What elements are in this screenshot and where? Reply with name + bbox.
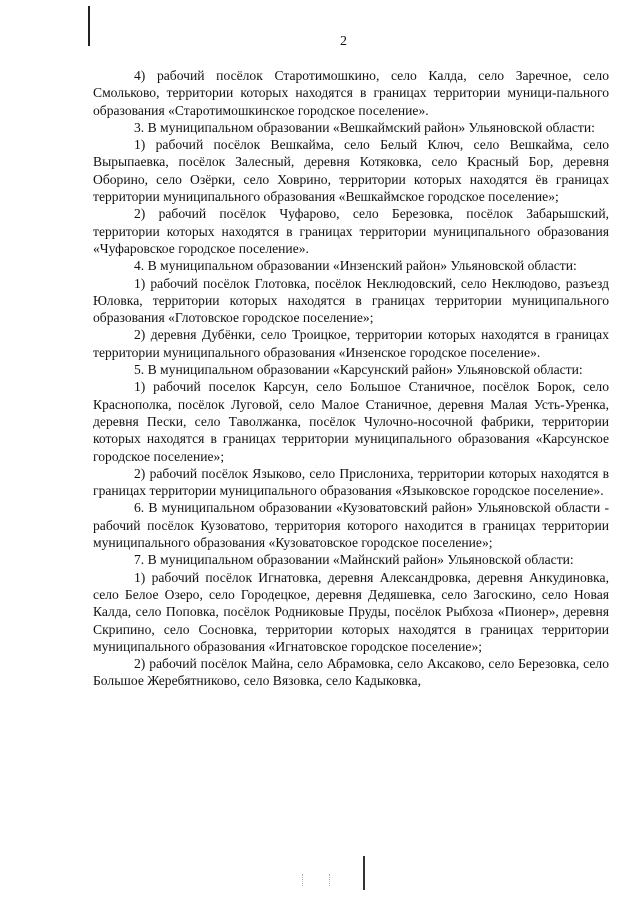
document-body: [93, 67, 609, 690]
paragraph: 1) рабочий посёлок Игнатовка, деревня Александровка, деревня Анкудиновка, село Белое Озеро, село Городецкое, деревня Дедяшевка, село Загоскино, село Новая Калда, село Поповка, посёлок Родниковые Пруды, посёлок Рыбхоза «Пионер», деревня Скрипино, село Сосновка, территории которых находятся в границах территории муниципального образования «Игнатовское городское поселение»;: [93, 569, 609, 654]
paragraph: 4) рабочий посёлок Старотимошкино, село Калда, село Заречное, село Смольково, территории которых находятся в границах территории муници-пального образования «Старотимошкинское городское поселение».: [93, 68, 609, 118]
paragraph: 4. В муниципальном образовании «Инзенский район» Ульяновской области:: [134, 258, 577, 274]
page-number: 2: [340, 34, 347, 49]
scan-artifact: [302, 874, 330, 886]
paragraph: 5. В муниципальном образовании «Карсунский район» Ульяновской области:: [134, 362, 583, 378]
paragraph: 2) деревня Дубёнки, село Троицкое, территории которых находятся в границах территории муниципального образования «Инзенское городское поселение».: [93, 327, 609, 360]
paragraph: 2) рабочий посёлок Языково, село Прислониха, территории которых находятся в границах территории муниципального образования «Языковское городское поселение».: [93, 465, 609, 499]
scan-edge-mark: [363, 856, 365, 890]
paragraph: 1) рабочий посёлок Вешкайма, село Белый Ключ, село Вешкайма, село Вырыпаевка, посёлок Залесный, деревня Котяковка, село Красный Бор, деревня Оборино, село Озёрки, село Ховрино, территории которых находятся ёв границах территории муниципального образования «Вешкаймское городское поселение»;: [93, 137, 609, 205]
paragraph: 3. В муниципальном образовании «Вешкаймский район» Ульяновской области:: [134, 119, 595, 135]
paragraph: 1) рабочий поселок Карсун, село Большое Станичное, посёлок Борок, село Краснополка, посёлок Луговой, село Малое Станичное, деревня Малая Усть-Уренка, деревня Пески, село Таволжанка, посёлок Чулочно-носочной фабрики, территории которых находятся в границах территории муниципального образования «Карсунское городское поселение»;: [93, 379, 609, 464]
paragraph: 2) рабочий посёлок Майна, село Абрамовка, село Аксаково, село Березовка, село Большое Жеребятниково, село Вязовка, село Кадыковка,: [93, 656, 609, 689]
scan-edge-mark: [88, 6, 90, 46]
paragraph: 2) рабочий посёлок Чуфарово, село Березовка, посёлок Забарышский, территории которых находятся в границах территории муниципального образования «Чуфаровское городское поселение».: [93, 206, 609, 256]
paragraph: 6. В муниципальном образовании «Кузоватовский район» Ульяновской области - рабочий посёлок Кузоватово, территория которого находится в границах территории муниципального образования «Кузоватовское городское поселение»;: [93, 500, 609, 551]
paragraph: 7. В муниципальном образовании «Майнский район» Ульяновской области:: [134, 552, 574, 568]
paragraph: 1) рабочий посёлок Глотовка, посёлок Неклюдовский, село Неклюдово, разъезд Юловка, территории которых находятся в границах территории муниципального образования «Глотовское городское поселение»;: [93, 275, 609, 326]
